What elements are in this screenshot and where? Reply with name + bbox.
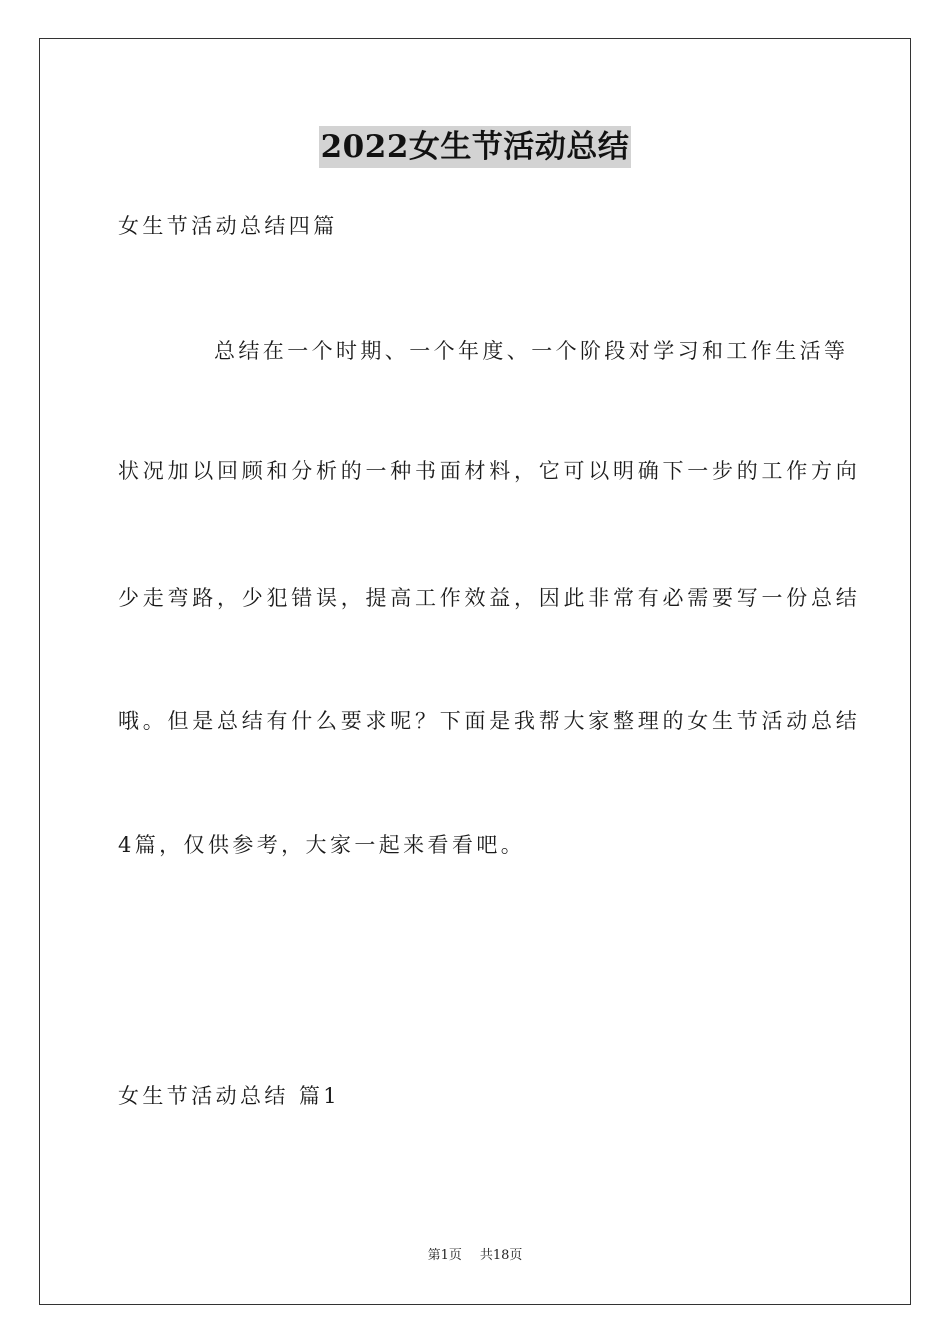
document-title: 2022女生节活动总结 [319, 126, 632, 168]
paragraph-line-1: 总结在一个时期、一个年度、一个阶段对学习和工作生活等 [214, 339, 849, 363]
page-number: 第1页 [427, 1248, 462, 1263]
paragraph-line-5: 4篇，仅供参考，大家一起来看看吧。 [118, 833, 526, 857]
page-footer [0, 1247, 950, 1265]
paragraph-line-2: 状况加以回顾和分析的一种书面材料，它可以明确下一步的工作方向 [118, 459, 861, 483]
paragraph-line-3: 少走弯路，少犯错误，提高工作效益，因此非常有必需要写一份总结 [118, 586, 861, 610]
paragraph-line-4: 哦。但是总结有什么要求呢？下面是我帮大家整理的女生节活动总结 [118, 709, 861, 733]
page-total: 共18页 [479, 1248, 523, 1263]
section-heading: 女生节活动总结 篇1 [118, 1084, 341, 1108]
title-container [0, 126, 950, 168]
document-subtitle: 女生节活动总结四篇 [118, 214, 338, 238]
